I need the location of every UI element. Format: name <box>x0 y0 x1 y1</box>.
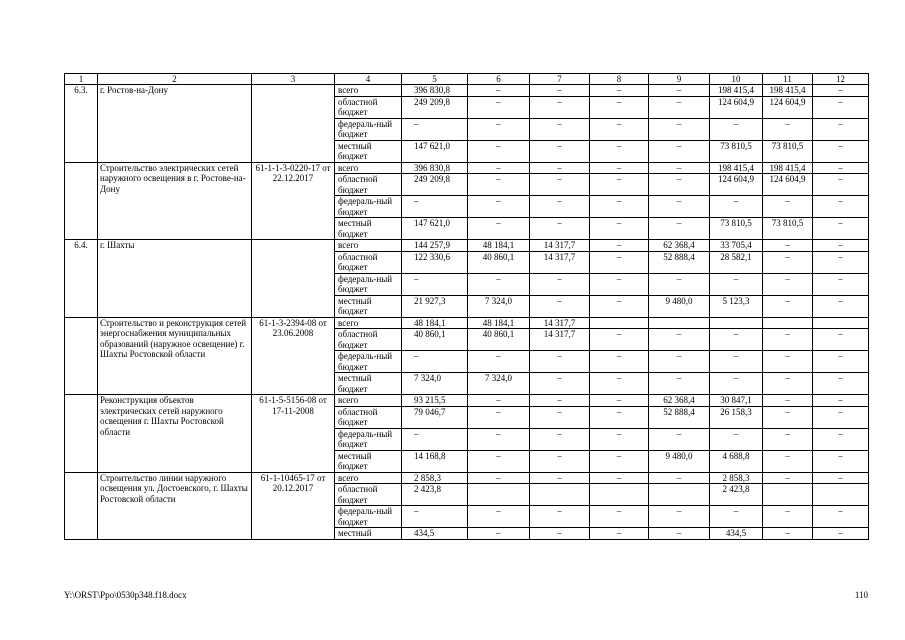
value-cell: 198 415,4 <box>710 85 763 97</box>
value-cell: – <box>530 218 590 240</box>
table-row <box>65 240 869 252</box>
value-cell: – <box>763 373 813 395</box>
header-cell: 4 <box>335 74 402 85</box>
document-code: 61-1-5-5156-08 от 17-11-2008 <box>252 395 335 473</box>
funding-type: местный <box>335 528 402 540</box>
funding-type: областной бюджет <box>335 484 402 506</box>
value-cell: – <box>813 218 869 240</box>
value-cell: 62 368,4 <box>649 240 710 252</box>
value-cell: – <box>763 395 813 407</box>
value-cell: – <box>590 273 649 295</box>
value-cell: – <box>813 373 869 395</box>
value-cell: – <box>590 351 649 373</box>
value-cell: 124 604,9 <box>763 96 813 118</box>
value-cell: 14 317,7 <box>530 251 590 273</box>
value-cell: – <box>763 506 813 528</box>
value-cell: 33 705,4 <box>710 240 763 252</box>
value-cell: – <box>590 140 649 162</box>
value-cell: – <box>763 196 813 218</box>
value-cell: – <box>530 450 590 472</box>
value-cell: 4 688,8 <box>710 450 763 472</box>
value-cell: – <box>468 218 530 240</box>
value-cell: – <box>649 329 710 351</box>
value-cell: – <box>590 96 649 118</box>
value-cell: – <box>530 472 590 484</box>
value-cell: – <box>590 162 649 174</box>
section-number <box>65 317 98 395</box>
value-cell: – <box>813 273 869 295</box>
value-cell: – <box>813 428 869 450</box>
value-cell: 9 480,0 <box>649 450 710 472</box>
value-cell: 7 324,0 <box>468 295 530 317</box>
value-cell: – <box>590 428 649 450</box>
document-code: 61-1-3-2394-08 от 23.06.2008 <box>252 317 335 395</box>
value-cell: – <box>468 472 530 484</box>
value-cell: – <box>813 85 869 97</box>
value-cell: – <box>530 273 590 295</box>
header-cell: 7 <box>530 74 590 85</box>
value-cell: – <box>590 450 649 472</box>
value-cell: – <box>710 506 763 528</box>
funding-type: федераль-ный бюджет <box>335 118 402 140</box>
value-cell: 147 621,0 <box>402 218 468 240</box>
value-cell: – <box>530 140 590 162</box>
document-code: 61-1-1-3-0220-17 от 22.12.2017 <box>252 162 335 240</box>
value-cell: – <box>710 373 763 395</box>
value-cell: – <box>813 450 869 472</box>
value-cell: – <box>530 174 590 196</box>
funding-type: местный бюджет <box>335 450 402 472</box>
value-cell <box>468 484 530 506</box>
value-cell: 14 168,8 <box>402 450 468 472</box>
value-cell: – <box>763 251 813 273</box>
funding-type: областной бюджет <box>335 406 402 428</box>
funding-type: федераль-ный бюджет <box>335 273 402 295</box>
value-cell: – <box>813 140 869 162</box>
header-cell: 3 <box>252 74 335 85</box>
section-number: 6.3. <box>65 85 98 163</box>
value-cell: – <box>649 472 710 484</box>
header-cell: 12 <box>813 74 869 85</box>
value-cell: 249 209,8 <box>402 174 468 196</box>
value-cell: 2 858,3 <box>402 472 468 484</box>
value-cell: – <box>763 450 813 472</box>
value-cell: – <box>590 85 649 97</box>
object-name: Строительство и реконструкция сетей энергоснабжения муниципальных образований (наружное освещение) г. Шахты Ростовской области <box>98 317 252 395</box>
value-cell: – <box>530 295 590 317</box>
value-cell: – <box>763 428 813 450</box>
value-cell: – <box>649 196 710 218</box>
value-cell <box>813 317 869 329</box>
table-row <box>65 395 869 407</box>
value-cell: 52 888,4 <box>649 406 710 428</box>
value-cell: – <box>590 395 649 407</box>
value-cell: – <box>649 373 710 395</box>
value-cell: 26 158,3 <box>710 406 763 428</box>
value-cell: – <box>468 196 530 218</box>
value-cell: – <box>649 351 710 373</box>
funding-type: областной бюджет <box>335 96 402 118</box>
value-cell: – <box>590 373 649 395</box>
value-cell: 14 317,7 <box>530 317 590 329</box>
value-cell: 73 810,5 <box>763 140 813 162</box>
value-cell: – <box>468 528 530 540</box>
value-cell: – <box>590 329 649 351</box>
header-cell: 6 <box>468 74 530 85</box>
value-cell: – <box>710 196 763 218</box>
value-cell: 40 860,1 <box>468 329 530 351</box>
value-cell: 198 415,4 <box>763 85 813 97</box>
value-cell: – <box>649 96 710 118</box>
value-cell: – <box>530 373 590 395</box>
document-code <box>252 240 335 318</box>
section-number <box>65 395 98 473</box>
section-number <box>65 472 98 539</box>
value-cell: – <box>468 118 530 140</box>
value-cell: 73 810,5 <box>710 218 763 240</box>
funding-type: местный бюджет <box>335 295 402 317</box>
value-cell: – <box>649 174 710 196</box>
value-cell: – <box>763 329 813 351</box>
value-cell: 30 847,1 <box>710 395 763 407</box>
object-name: Реконструкция объектов электрических сетей наружного освещения г. Шахты Ростовской области <box>98 395 252 473</box>
value-cell: – <box>468 96 530 118</box>
value-cell: 198 415,4 <box>763 162 813 174</box>
value-cell: – <box>590 218 649 240</box>
value-cell: 124 604,9 <box>710 96 763 118</box>
value-cell: – <box>649 428 710 450</box>
funding-type: всего <box>335 317 402 329</box>
value-cell: 93 215,5 <box>402 395 468 407</box>
value-cell: – <box>813 174 869 196</box>
object-name: г. Шахты <box>98 240 252 318</box>
value-cell: – <box>468 450 530 472</box>
table-row <box>65 472 869 484</box>
value-cell: – <box>813 162 869 174</box>
value-cell <box>710 317 763 329</box>
object-name: Строительство электрических сетей наружного освещения в г. Ростове-на-Дону <box>98 162 252 240</box>
value-cell <box>763 317 813 329</box>
value-cell: – <box>468 162 530 174</box>
funding-type: всего <box>335 395 402 407</box>
value-cell: 2 423,8 <box>402 484 468 506</box>
value-cell: – <box>468 174 530 196</box>
funding-type: федераль-ный бюджет <box>335 428 402 450</box>
value-cell: – <box>649 162 710 174</box>
header-cell: 8 <box>590 74 649 85</box>
value-cell: – <box>468 506 530 528</box>
value-cell: – <box>763 406 813 428</box>
budget-table <box>64 73 869 540</box>
value-cell: – <box>530 85 590 97</box>
value-cell: – <box>530 506 590 528</box>
value-cell: 122 330,6 <box>402 251 468 273</box>
value-cell: – <box>649 506 710 528</box>
value-cell: – <box>530 528 590 540</box>
object-name: Строительство линии наружного освещения ул. Достоевского, г. Шахты Ростовской области <box>98 472 252 539</box>
value-cell: – <box>468 273 530 295</box>
value-cell: – <box>649 118 710 140</box>
value-cell: – <box>468 85 530 97</box>
value-cell: – <box>402 351 468 373</box>
value-cell <box>649 317 710 329</box>
value-cell: – <box>468 406 530 428</box>
funding-type: всего <box>335 162 402 174</box>
object-name: г. Ростов-на-Дону <box>98 85 252 163</box>
funding-type: областной бюджет <box>335 251 402 273</box>
value-cell: – <box>763 118 813 140</box>
header-cell: 9 <box>649 74 710 85</box>
page-number: 110 <box>854 590 868 600</box>
value-cell: – <box>530 351 590 373</box>
value-cell: – <box>813 395 869 407</box>
value-cell: – <box>813 329 869 351</box>
value-cell: 144 257,9 <box>402 240 468 252</box>
table-row <box>65 317 869 329</box>
value-cell: – <box>402 196 468 218</box>
table-row <box>65 162 869 174</box>
value-cell: – <box>530 395 590 407</box>
value-cell: 14 317,7 <box>530 240 590 252</box>
value-cell: – <box>763 472 813 484</box>
value-cell: – <box>590 472 649 484</box>
value-cell: 21 927,3 <box>402 295 468 317</box>
value-cell: – <box>402 428 468 450</box>
funding-type: федераль-ный бюджет <box>335 196 402 218</box>
value-cell: – <box>763 240 813 252</box>
value-cell: – <box>590 506 649 528</box>
funding-type: всего <box>335 240 402 252</box>
value-cell: 396 830,8 <box>402 162 468 174</box>
value-cell: 2 423,8 <box>710 484 763 506</box>
header-cell: 11 <box>763 74 813 85</box>
funding-type: местный бюджет <box>335 373 402 395</box>
value-cell: 73 810,5 <box>763 218 813 240</box>
funding-type: местный бюджет <box>335 140 402 162</box>
value-cell: 48 184,1 <box>468 240 530 252</box>
file-path: Y:\ORST\Ppo\0530p348.f18.docx <box>64 590 187 600</box>
funding-type: всего <box>335 472 402 484</box>
value-cell: – <box>468 395 530 407</box>
value-cell: – <box>468 351 530 373</box>
value-cell: – <box>590 174 649 196</box>
value-cell: – <box>590 240 649 252</box>
value-cell: – <box>530 162 590 174</box>
value-cell: – <box>590 196 649 218</box>
page-footer <box>64 590 868 602</box>
funding-type: федераль-ный бюджет <box>335 351 402 373</box>
header-cell: 2 <box>98 74 252 85</box>
value-cell <box>590 484 649 506</box>
value-cell: 7 324,0 <box>468 373 530 395</box>
value-cell: – <box>530 428 590 450</box>
funding-type: областной бюджет <box>335 174 402 196</box>
value-cell: – <box>468 428 530 450</box>
document-code: 61-1-10465-17 от 20.12.2017 <box>252 472 335 539</box>
value-cell: – <box>530 196 590 218</box>
value-cell <box>530 484 590 506</box>
value-cell: – <box>813 196 869 218</box>
value-cell: – <box>813 351 869 373</box>
document-page <box>64 73 868 540</box>
header-cell: 10 <box>710 74 763 85</box>
value-cell: 28 582,1 <box>710 251 763 273</box>
value-cell: – <box>813 528 869 540</box>
table-row <box>65 85 869 97</box>
value-cell: – <box>813 96 869 118</box>
value-cell: – <box>763 351 813 373</box>
value-cell: 52 888,4 <box>649 251 710 273</box>
value-cell: – <box>530 406 590 428</box>
section-number: 6.4. <box>65 240 98 318</box>
table-header <box>65 74 869 85</box>
value-cell: 79 046,7 <box>402 406 468 428</box>
funding-type: всего <box>335 85 402 97</box>
value-cell: 124 604,9 <box>710 174 763 196</box>
value-cell: – <box>813 295 869 317</box>
section-number <box>65 162 98 240</box>
table-body <box>65 85 869 540</box>
value-cell: 48 184,1 <box>468 317 530 329</box>
funding-type: федераль-ный бюджет <box>335 506 402 528</box>
value-cell: – <box>530 96 590 118</box>
value-cell: 40 860,1 <box>402 329 468 351</box>
value-cell: 62 368,4 <box>649 395 710 407</box>
value-cell: – <box>710 118 763 140</box>
header-cell: 5 <box>402 74 468 85</box>
value-cell: – <box>813 506 869 528</box>
value-cell: – <box>813 406 869 428</box>
value-cell: 434,5 <box>402 528 468 540</box>
value-cell: 9 480,0 <box>649 295 710 317</box>
value-cell: – <box>402 506 468 528</box>
value-cell: – <box>710 428 763 450</box>
value-cell: – <box>710 329 763 351</box>
value-cell <box>590 317 649 329</box>
value-cell <box>649 484 710 506</box>
funding-type: областной бюджет <box>335 329 402 351</box>
value-cell: 249 209,8 <box>402 96 468 118</box>
value-cell: 14 317,7 <box>530 329 590 351</box>
value-cell <box>813 484 869 506</box>
value-cell: – <box>763 528 813 540</box>
value-cell: – <box>710 273 763 295</box>
value-cell: – <box>813 118 869 140</box>
value-cell: – <box>649 218 710 240</box>
value-cell: – <box>710 351 763 373</box>
value-cell: – <box>468 140 530 162</box>
value-cell: 73 810,5 <box>710 140 763 162</box>
value-cell: – <box>590 295 649 317</box>
value-cell: 124 604,9 <box>763 174 813 196</box>
value-cell: 198 415,4 <box>710 162 763 174</box>
value-cell: – <box>649 528 710 540</box>
value-cell: – <box>813 251 869 273</box>
value-cell: – <box>590 406 649 428</box>
value-cell: – <box>813 240 869 252</box>
value-cell: 48 184,1 <box>402 317 468 329</box>
value-cell: – <box>649 85 710 97</box>
value-cell: – <box>590 251 649 273</box>
value-cell: 40 860,1 <box>468 251 530 273</box>
value-cell: – <box>763 295 813 317</box>
document-code <box>252 85 335 163</box>
value-cell: – <box>813 472 869 484</box>
header-cell: 1 <box>65 74 98 85</box>
value-cell: 147 621,0 <box>402 140 468 162</box>
value-cell <box>763 484 813 506</box>
funding-type: местный бюджет <box>335 218 402 240</box>
value-cell: – <box>763 273 813 295</box>
value-cell: 7 324,0 <box>402 373 468 395</box>
value-cell: – <box>402 118 468 140</box>
value-cell: – <box>649 140 710 162</box>
value-cell: – <box>530 118 590 140</box>
value-cell: 434,5 <box>710 528 763 540</box>
value-cell: – <box>402 273 468 295</box>
value-cell: 396 830,8 <box>402 85 468 97</box>
value-cell: – <box>649 273 710 295</box>
value-cell: 2 858,3 <box>710 472 763 484</box>
value-cell: – <box>590 528 649 540</box>
value-cell: – <box>590 118 649 140</box>
value-cell: 5 123,3 <box>710 295 763 317</box>
